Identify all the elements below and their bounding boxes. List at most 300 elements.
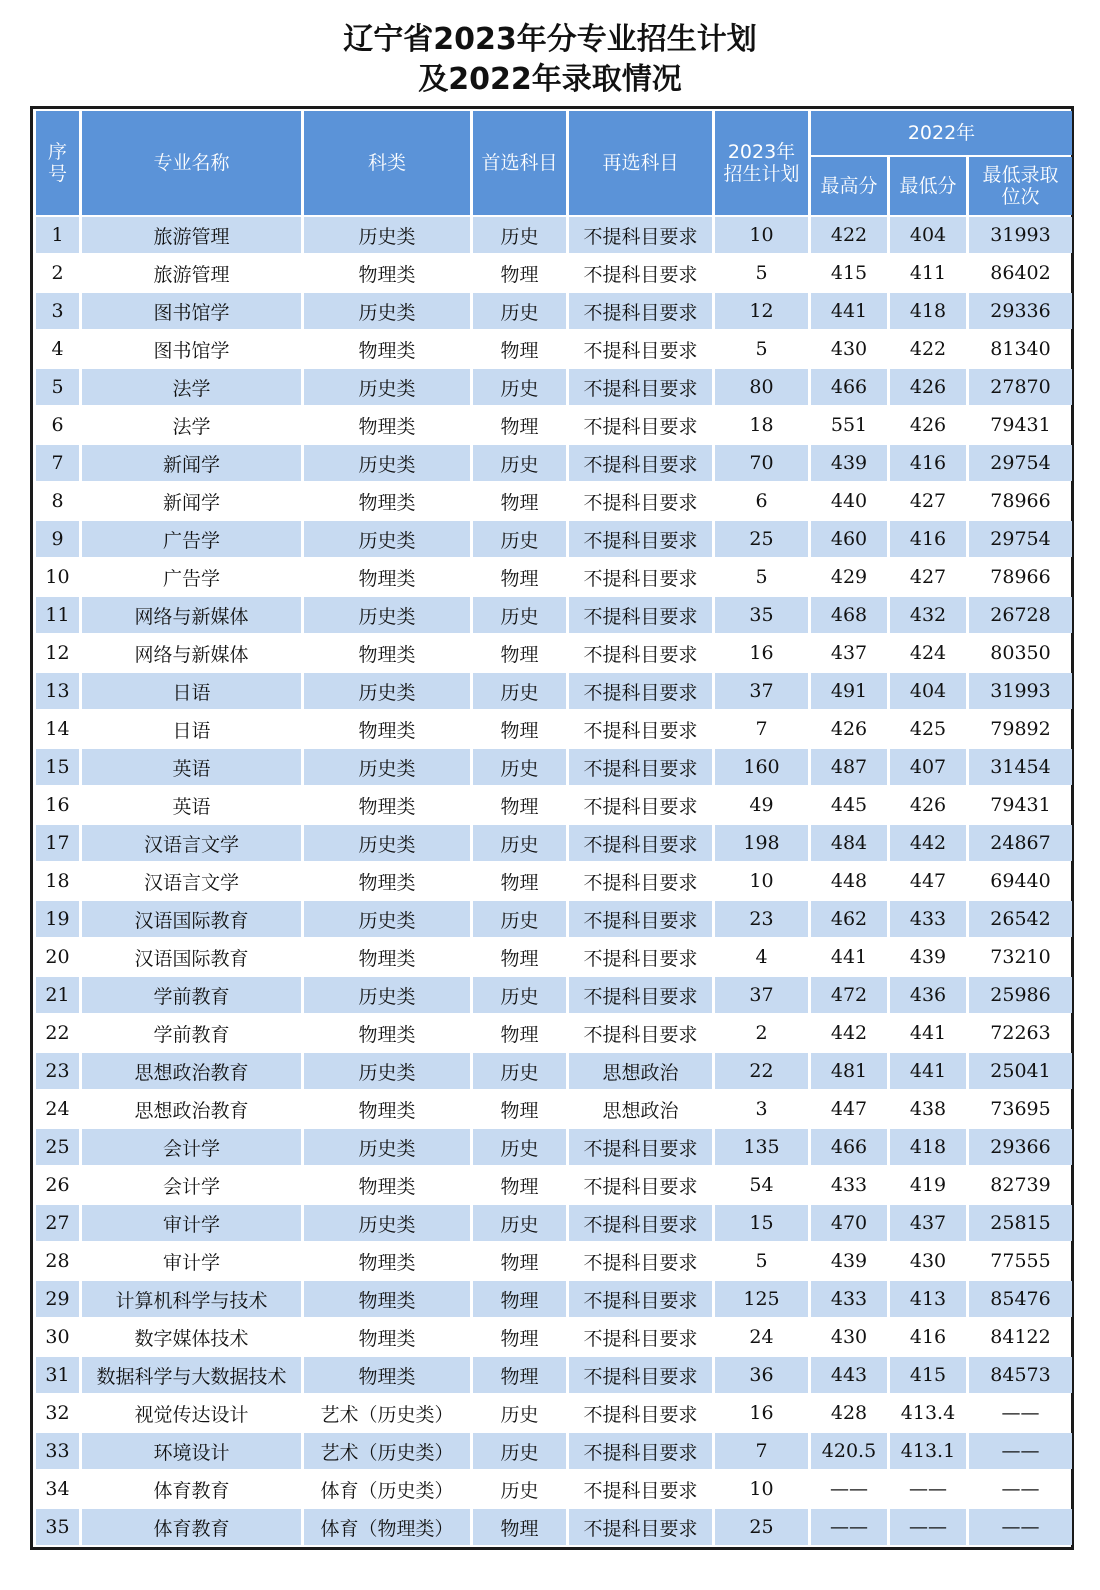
cell-second-subject: 不提科目要求 bbox=[569, 217, 712, 253]
cell-plan: 37 bbox=[715, 673, 808, 709]
cell-major: 思想政治教育 bbox=[82, 1053, 301, 1089]
cell-plan: 80 bbox=[715, 369, 808, 405]
cell-seq: 31 bbox=[36, 1357, 79, 1393]
table-row bbox=[36, 217, 1072, 253]
header-seq-label: 序 号 bbox=[47, 141, 67, 185]
cell-min-rank: 86402 bbox=[990, 262, 1051, 284]
cell-major: 新闻学 bbox=[162, 491, 220, 514]
cell-major: 审计学 bbox=[82, 1205, 301, 1241]
header-plan-2023-label: 2023年 招生计划 bbox=[723, 141, 800, 185]
cell-major: 网络与新媒体 bbox=[82, 597, 301, 633]
cell-major: 旅游管理 bbox=[153, 263, 230, 286]
cell-second-subject: 不提科目要求 bbox=[569, 749, 712, 785]
cell-min-score: 442 bbox=[890, 825, 966, 861]
cell-first-subject: 历史 bbox=[473, 445, 566, 481]
cell-category: 物理类 bbox=[358, 643, 416, 666]
table-row bbox=[36, 749, 1072, 785]
cell-plan: 23 bbox=[715, 901, 808, 937]
cell-min-score: 426 bbox=[909, 794, 947, 816]
cell-category: 历史类 bbox=[304, 977, 470, 1013]
table-row bbox=[36, 559, 1072, 595]
cell-major: 汉语言文学 bbox=[82, 825, 301, 861]
cell-seq: 5 bbox=[36, 369, 79, 405]
table-row bbox=[36, 1357, 1072, 1393]
header-year-2022: 2022年 bbox=[811, 111, 1072, 155]
cell-min-rank: 25041 bbox=[969, 1053, 1072, 1089]
cell-major: 旅游管理 bbox=[82, 217, 301, 253]
cell-major: 体育教育 bbox=[153, 1479, 230, 1502]
cell-min-rank: 25986 bbox=[969, 977, 1072, 1013]
cell-category: 物理类 bbox=[358, 1327, 416, 1350]
cell-min-rank: 26542 bbox=[969, 901, 1072, 937]
header-min-score: 最低分 bbox=[890, 157, 966, 215]
cell-min-score: 427 bbox=[909, 490, 947, 512]
cell-seq: 11 bbox=[36, 597, 79, 633]
cell-min-rank: 77555 bbox=[990, 1250, 1051, 1272]
cell-major: 环境设计 bbox=[82, 1433, 301, 1469]
cell-second-subject: 不提科目要求 bbox=[583, 947, 698, 970]
cell-min-rank: 29754 bbox=[969, 521, 1072, 557]
cell-major: 学前教育 bbox=[82, 977, 301, 1013]
header-plan-2023 bbox=[715, 111, 808, 215]
cell-category: 艺术（历史类） bbox=[304, 1433, 470, 1469]
cell-plan: 16 bbox=[749, 1402, 774, 1424]
cell-seq: 20 bbox=[45, 946, 70, 968]
header-seq bbox=[36, 111, 79, 215]
cell-min-rank: 24867 bbox=[969, 825, 1072, 861]
cell-major: 汉语国际教育 bbox=[82, 901, 301, 937]
table-row bbox=[36, 1091, 1072, 1127]
cell-min-score: 418 bbox=[890, 293, 966, 329]
cell-plan: 54 bbox=[749, 1174, 774, 1196]
cell-max-score: 466 bbox=[811, 1129, 887, 1165]
cell-min-score: 436 bbox=[890, 977, 966, 1013]
cell-max-score: 484 bbox=[811, 825, 887, 861]
cell-plan: 22 bbox=[715, 1053, 808, 1089]
table-row bbox=[36, 1129, 1072, 1165]
cell-plan: 12 bbox=[715, 293, 808, 329]
cell-second-subject: 不提科目要求 bbox=[583, 1479, 698, 1502]
table-row bbox=[36, 445, 1072, 481]
cell-max-score: 415 bbox=[830, 262, 868, 284]
cell-seq: 15 bbox=[36, 749, 79, 785]
table-row bbox=[36, 407, 1072, 443]
cell-first-subject: 历史 bbox=[473, 825, 566, 861]
cell-max-score: 429 bbox=[830, 566, 868, 588]
cell-major: 英语 bbox=[82, 749, 301, 785]
cell-first-subject: 历史 bbox=[500, 1479, 539, 1502]
cell-min-rank: 78966 bbox=[990, 566, 1051, 588]
cell-max-score: 422 bbox=[811, 217, 887, 253]
cell-first-subject: 历史 bbox=[473, 217, 566, 253]
cell-second-subject: 不提科目要求 bbox=[583, 719, 698, 742]
cell-second-subject: 不提科目要求 bbox=[569, 825, 712, 861]
header-category: 科类 bbox=[304, 111, 470, 215]
cell-seq: 7 bbox=[36, 445, 79, 481]
cell-seq: 10 bbox=[45, 566, 70, 588]
table-row bbox=[36, 711, 1072, 747]
cell-category: 物理类 bbox=[304, 1281, 470, 1317]
cell-second-subject: 不提科目要求 bbox=[583, 1327, 698, 1350]
cell-seq: 27 bbox=[36, 1205, 79, 1241]
cell-seq: 35 bbox=[36, 1509, 79, 1545]
cell-first-subject: 历史 bbox=[473, 1205, 566, 1241]
cell-min-rank: 69440 bbox=[990, 870, 1051, 892]
cell-category: 物理类 bbox=[358, 719, 416, 742]
header-first-subject: 首选科目 bbox=[473, 111, 566, 215]
cell-major: 汉语言文学 bbox=[143, 871, 239, 894]
cell-second-subject: 思想政治 bbox=[569, 1053, 712, 1089]
cell-min-rank: 79892 bbox=[990, 718, 1051, 740]
cell-category: 体育（历史类） bbox=[320, 1479, 454, 1502]
cell-second-subject: 不提科目要求 bbox=[569, 1205, 712, 1241]
cell-min-rank: —— bbox=[969, 1433, 1072, 1469]
cell-major: 数据科学与大数据技术 bbox=[82, 1357, 301, 1393]
cell-second-subject: 不提科目要求 bbox=[569, 1433, 712, 1469]
cell-category: 物理类 bbox=[358, 1023, 416, 1046]
cell-seq: 8 bbox=[51, 490, 64, 512]
cell-min-score: 425 bbox=[909, 718, 947, 740]
cell-second-subject: 不提科目要求 bbox=[569, 293, 712, 329]
cell-min-score: 426 bbox=[890, 369, 966, 405]
cell-first-subject: 历史 bbox=[473, 673, 566, 709]
cell-seq: 16 bbox=[45, 794, 70, 816]
cell-min-score: 441 bbox=[890, 1053, 966, 1089]
cell-min-score: 411 bbox=[909, 262, 947, 284]
cell-category: 历史类 bbox=[304, 521, 470, 557]
cell-min-rank: 25815 bbox=[969, 1205, 1072, 1241]
cell-seq: 17 bbox=[36, 825, 79, 861]
cell-min-score: 433 bbox=[890, 901, 966, 937]
cell-max-score: 441 bbox=[811, 293, 887, 329]
cell-category: 物理类 bbox=[358, 339, 416, 362]
cell-min-rank: 31993 bbox=[969, 673, 1072, 709]
cell-min-rank: 78966 bbox=[990, 490, 1051, 512]
cell-second-subject: 不提科目要求 bbox=[583, 1251, 698, 1274]
cell-first-subject: 物理 bbox=[500, 947, 539, 970]
cell-first-subject: 历史 bbox=[473, 749, 566, 785]
table-row bbox=[36, 825, 1072, 861]
cell-max-score: 430 bbox=[830, 338, 868, 360]
cell-min-rank: —— bbox=[1001, 1402, 1040, 1424]
page-title: 辽宁省2023年分专业招生计划 bbox=[343, 22, 757, 57]
cell-min-rank: 31454 bbox=[969, 749, 1072, 785]
cell-first-subject: 物理 bbox=[500, 1023, 539, 1046]
cell-major: 广告学 bbox=[162, 567, 220, 590]
table-row bbox=[36, 787, 1072, 823]
cell-category: 物理类 bbox=[358, 871, 416, 894]
cell-first-subject: 历史 bbox=[473, 293, 566, 329]
cell-major: 体育教育 bbox=[82, 1509, 301, 1545]
cell-max-score: 426 bbox=[830, 718, 868, 740]
cell-plan: 15 bbox=[715, 1205, 808, 1241]
cell-min-score: 424 bbox=[909, 642, 947, 664]
cell-category: 历史类 bbox=[304, 901, 470, 937]
cell-max-score: 487 bbox=[811, 749, 887, 785]
cell-category: 历史类 bbox=[304, 749, 470, 785]
cell-min-score: 413 bbox=[890, 1281, 966, 1317]
cell-plan: 5 bbox=[755, 338, 768, 360]
cell-major: 新闻学 bbox=[82, 445, 301, 481]
cell-category: 历史类 bbox=[304, 293, 470, 329]
cell-plan: 10 bbox=[749, 870, 774, 892]
cell-plan: 35 bbox=[715, 597, 808, 633]
cell-major: 英语 bbox=[172, 795, 211, 818]
cell-min-rank: —— bbox=[969, 1509, 1072, 1545]
cell-max-score: 472 bbox=[811, 977, 887, 1013]
cell-plan: 5 bbox=[755, 262, 768, 284]
cell-plan: 6 bbox=[755, 490, 768, 512]
cell-min-rank: 27870 bbox=[969, 369, 1072, 405]
cell-category: 物理类 bbox=[358, 415, 416, 438]
cell-first-subject: 物理 bbox=[500, 263, 539, 286]
cell-first-subject: 历史 bbox=[473, 521, 566, 557]
cell-max-score: —— bbox=[811, 1509, 887, 1545]
table-body bbox=[36, 217, 1072, 1545]
cell-major: 图书馆学 bbox=[153, 339, 230, 362]
cell-max-score: 430 bbox=[830, 1326, 868, 1348]
cell-plan: 160 bbox=[715, 749, 808, 785]
cell-category: 历史类 bbox=[304, 825, 470, 861]
cell-second-subject: 思想政治 bbox=[602, 1099, 679, 1122]
cell-seq: 32 bbox=[45, 1402, 70, 1424]
cell-max-score: 448 bbox=[830, 870, 868, 892]
cell-seq: 13 bbox=[36, 673, 79, 709]
cell-category: 物理类 bbox=[358, 263, 416, 286]
header-min-rank bbox=[969, 157, 1072, 215]
table-row bbox=[36, 1509, 1072, 1545]
cell-second-subject: 不提科目要求 bbox=[583, 263, 698, 286]
header-second-subject: 再选科目 bbox=[569, 111, 712, 215]
cell-first-subject: 物理 bbox=[473, 1357, 566, 1393]
cell-seq: 28 bbox=[45, 1250, 70, 1272]
cell-plan: 4 bbox=[755, 946, 768, 968]
cell-major: 审计学 bbox=[162, 1251, 220, 1274]
cell-second-subject: 不提科目要求 bbox=[583, 339, 698, 362]
cell-seq: 24 bbox=[45, 1098, 70, 1120]
cell-seq: 30 bbox=[45, 1326, 70, 1348]
cell-category: 物理类 bbox=[358, 567, 416, 590]
table-row bbox=[36, 1167, 1072, 1203]
cell-second-subject: 不提科目要求 bbox=[583, 1175, 698, 1198]
cell-seq: 18 bbox=[45, 870, 70, 892]
cell-major: 法学 bbox=[82, 369, 301, 405]
cell-first-subject: 历史 bbox=[473, 1433, 566, 1469]
table-row bbox=[36, 1433, 1072, 1469]
cell-min-score: 432 bbox=[890, 597, 966, 633]
cell-min-rank: 29336 bbox=[969, 293, 1072, 329]
cell-min-score: 430 bbox=[909, 1250, 947, 1272]
cell-min-rank: 73695 bbox=[990, 1098, 1051, 1120]
cell-second-subject: 不提科目要求 bbox=[583, 643, 698, 666]
table-row bbox=[36, 673, 1072, 709]
cell-first-subject: 物理 bbox=[500, 1251, 539, 1274]
cell-first-subject: 历史 bbox=[473, 1053, 566, 1089]
table-row bbox=[36, 1053, 1072, 1089]
cell-max-score: 428 bbox=[830, 1402, 868, 1424]
cell-category: 艺术（历史类） bbox=[320, 1403, 454, 1426]
cell-max-score: 468 bbox=[811, 597, 887, 633]
cell-min-score: 447 bbox=[909, 870, 947, 892]
cell-first-subject: 历史 bbox=[473, 1129, 566, 1165]
cell-first-subject: 物理 bbox=[500, 643, 539, 666]
cell-plan: 3 bbox=[755, 1098, 768, 1120]
cell-min-rank: 31993 bbox=[969, 217, 1072, 253]
cell-seq: 29 bbox=[36, 1281, 79, 1317]
cell-min-rank: 79431 bbox=[990, 794, 1051, 816]
table-row bbox=[36, 1471, 1072, 1507]
cell-major: 视觉传达设计 bbox=[134, 1403, 249, 1426]
cell-plan: 7 bbox=[715, 1433, 808, 1469]
cell-max-score: 445 bbox=[830, 794, 868, 816]
cell-second-subject: 不提科目要求 bbox=[583, 1023, 698, 1046]
cell-max-score: —— bbox=[830, 1478, 868, 1500]
cell-min-score: 413.1 bbox=[890, 1433, 966, 1469]
cell-min-score: —— bbox=[890, 1509, 966, 1545]
cell-second-subject: 不提科目要求 bbox=[569, 445, 712, 481]
cell-seq: 12 bbox=[45, 642, 70, 664]
cell-seq: 2 bbox=[51, 262, 64, 284]
cell-plan: 24 bbox=[749, 1326, 774, 1348]
cell-second-subject: 不提科目要求 bbox=[583, 491, 698, 514]
cell-max-score: 439 bbox=[811, 445, 887, 481]
cell-max-score: 481 bbox=[811, 1053, 887, 1089]
cell-plan: 10 bbox=[749, 1478, 774, 1500]
cell-second-subject: 不提科目要求 bbox=[583, 415, 698, 438]
cell-major: 会计学 bbox=[162, 1175, 220, 1198]
cell-max-score: 466 bbox=[811, 369, 887, 405]
cell-second-subject: 不提科目要求 bbox=[583, 795, 698, 818]
table-row bbox=[36, 939, 1072, 975]
cell-first-subject: 历史 bbox=[500, 1403, 539, 1426]
table-row bbox=[36, 521, 1072, 557]
cell-plan: 49 bbox=[749, 794, 774, 816]
table-row bbox=[36, 901, 1072, 937]
cell-second-subject: 不提科目要求 bbox=[569, 1281, 712, 1317]
cell-plan: 10 bbox=[715, 217, 808, 253]
cell-max-score: 460 bbox=[811, 521, 887, 557]
cell-category: 物理类 bbox=[358, 1251, 416, 1274]
table-row bbox=[36, 1015, 1072, 1051]
cell-max-score: 462 bbox=[811, 901, 887, 937]
cell-first-subject: 历史 bbox=[473, 901, 566, 937]
cell-max-score: 439 bbox=[830, 1250, 868, 1272]
cell-second-subject: 不提科目要求 bbox=[569, 673, 712, 709]
cell-second-subject: 不提科目要求 bbox=[583, 567, 698, 590]
cell-min-score: 404 bbox=[890, 673, 966, 709]
cell-max-score: 420.5 bbox=[811, 1433, 887, 1469]
cell-plan: 7 bbox=[755, 718, 768, 740]
cell-category: 历史类 bbox=[304, 1129, 470, 1165]
cell-category: 历史类 bbox=[304, 445, 470, 481]
cell-seq: 3 bbox=[36, 293, 79, 329]
cell-min-rank: 84573 bbox=[969, 1357, 1072, 1393]
cell-min-score: 413.4 bbox=[900, 1402, 956, 1424]
cell-max-score: 447 bbox=[830, 1098, 868, 1120]
cell-category: 物理类 bbox=[358, 1099, 416, 1122]
cell-major: 图书馆学 bbox=[82, 293, 301, 329]
cell-first-subject: 物理 bbox=[500, 567, 539, 590]
cell-second-subject: 不提科目要求 bbox=[569, 1509, 712, 1545]
table-row bbox=[36, 977, 1072, 1013]
cell-min-score: 404 bbox=[890, 217, 966, 253]
cell-plan: 5 bbox=[755, 566, 768, 588]
table-row bbox=[36, 1243, 1072, 1279]
cell-min-score: 438 bbox=[909, 1098, 947, 1120]
cell-plan: 5 bbox=[755, 1250, 768, 1272]
cell-plan: 25 bbox=[715, 521, 808, 557]
cell-plan: 16 bbox=[749, 642, 774, 664]
cell-min-rank: 29754 bbox=[969, 445, 1072, 481]
cell-major: 法学 bbox=[172, 415, 211, 438]
cell-major: 日语 bbox=[172, 719, 211, 742]
header-max-score: 最高分 bbox=[811, 157, 887, 215]
admission-table bbox=[30, 106, 1074, 1550]
cell-major: 网络与新媒体 bbox=[134, 643, 249, 666]
cell-major: 思想政治教育 bbox=[134, 1099, 249, 1122]
cell-seq: 19 bbox=[36, 901, 79, 937]
cell-plan: 70 bbox=[715, 445, 808, 481]
cell-max-score: 443 bbox=[811, 1357, 887, 1393]
cell-major: 数字媒体技术 bbox=[134, 1327, 249, 1350]
cell-second-subject: 不提科目要求 bbox=[583, 871, 698, 894]
cell-category: 历史类 bbox=[304, 597, 470, 633]
cell-seq: 34 bbox=[45, 1478, 70, 1500]
table-row bbox=[36, 863, 1072, 899]
cell-major: 学前教育 bbox=[153, 1023, 230, 1046]
cell-first-subject: 物理 bbox=[500, 1327, 539, 1350]
table-row bbox=[36, 1395, 1072, 1431]
cell-seq: 23 bbox=[36, 1053, 79, 1089]
cell-min-rank: 26728 bbox=[969, 597, 1072, 633]
cell-first-subject: 物理 bbox=[473, 1509, 566, 1545]
cell-max-score: 440 bbox=[830, 490, 868, 512]
cell-max-score: 442 bbox=[830, 1022, 868, 1044]
cell-second-subject: 不提科目要求 bbox=[569, 521, 712, 557]
cell-first-subject: 物理 bbox=[500, 339, 539, 362]
cell-min-score: 422 bbox=[909, 338, 947, 360]
cell-min-score: 418 bbox=[890, 1129, 966, 1165]
cell-min-rank: 73210 bbox=[990, 946, 1051, 968]
table-row bbox=[36, 483, 1072, 519]
cell-min-rank: 79431 bbox=[990, 414, 1051, 436]
cell-plan: 25 bbox=[715, 1509, 808, 1545]
cell-second-subject: 不提科目要求 bbox=[569, 597, 712, 633]
cell-max-score: 441 bbox=[830, 946, 868, 968]
cell-min-score: 441 bbox=[909, 1022, 947, 1044]
cell-max-score: 470 bbox=[811, 1205, 887, 1241]
cell-seq: 21 bbox=[36, 977, 79, 1013]
cell-major: 计算机科学与技术 bbox=[82, 1281, 301, 1317]
cell-seq: 22 bbox=[45, 1022, 70, 1044]
cell-min-rank: 82739 bbox=[990, 1174, 1051, 1196]
cell-seq: 14 bbox=[45, 718, 70, 740]
cell-major: 汉语国际教育 bbox=[134, 947, 249, 970]
cell-category: 物理类 bbox=[358, 947, 416, 970]
cell-max-score: 437 bbox=[830, 642, 868, 664]
cell-max-score: 433 bbox=[811, 1281, 887, 1317]
cell-category: 历史类 bbox=[304, 217, 470, 253]
cell-min-score: 407 bbox=[890, 749, 966, 785]
cell-min-score: 419 bbox=[909, 1174, 947, 1196]
table-row bbox=[36, 1205, 1072, 1241]
cell-min-rank: 29366 bbox=[969, 1129, 1072, 1165]
cell-seq: 9 bbox=[36, 521, 79, 557]
cell-first-subject: 物理 bbox=[500, 795, 539, 818]
cell-seq: 25 bbox=[36, 1129, 79, 1165]
cell-second-subject: 不提科目要求 bbox=[569, 901, 712, 937]
table-row bbox=[36, 597, 1072, 633]
